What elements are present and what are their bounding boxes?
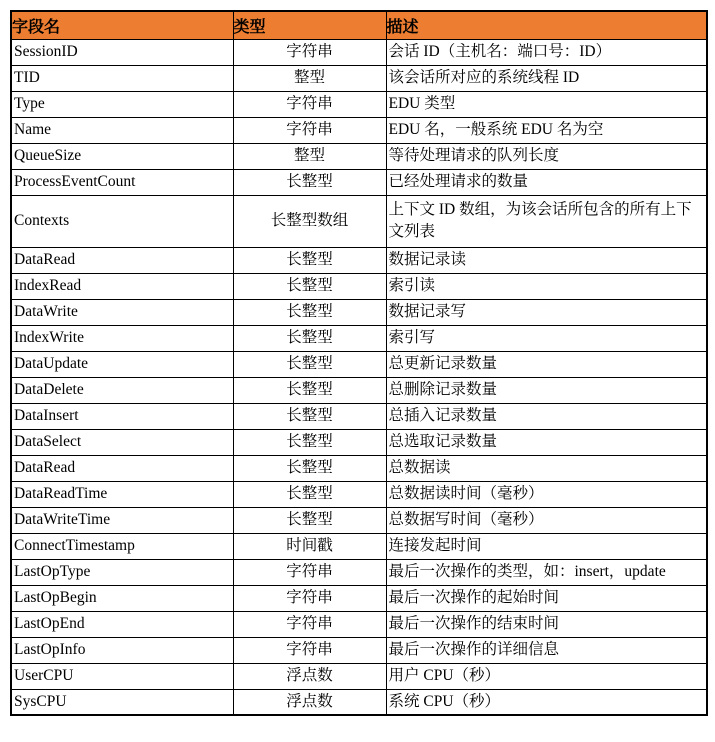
field-name-cell: DataInsert (11, 403, 233, 429)
field-description-table (10, 10, 708, 716)
field-name-cell: LastOpType (11, 559, 233, 585)
table-row (11, 377, 707, 403)
field-desc-cell: 总选取记录数量 (386, 429, 707, 455)
field-name-cell: DataReadTime (11, 481, 233, 507)
table-row (11, 559, 707, 585)
field-desc-cell: 用户 CPU（秒） (386, 663, 707, 689)
field-desc-cell: 上下文 ID 数组，为该会话所包含的所有上下文列表 (386, 195, 707, 247)
field-type-cell: 长整型 (233, 273, 386, 299)
field-type-cell: 整型 (233, 65, 386, 91)
field-desc-cell: 等待处理请求的队列长度 (386, 143, 707, 169)
field-name-cell: DataRead (11, 247, 233, 273)
table-row (11, 455, 707, 481)
field-desc-cell: 总数据读 (386, 455, 707, 481)
field-type-cell: 整型 (233, 143, 386, 169)
table-row (11, 481, 707, 507)
field-name-cell: ConnectTimestamp (11, 533, 233, 559)
table-row (11, 91, 707, 117)
field-desc-cell: 最后一次操作的详细信息 (386, 637, 707, 663)
table-row (11, 247, 707, 273)
field-desc-cell: 总数据写时间（毫秒） (386, 507, 707, 533)
table-row (11, 39, 707, 65)
column-header-description: 描述 (386, 11, 707, 39)
field-type-cell: 长整型 (233, 247, 386, 273)
field-name-cell: IndexWrite (11, 325, 233, 351)
field-name-cell: LastOpEnd (11, 611, 233, 637)
table-row (11, 299, 707, 325)
table-row (11, 585, 707, 611)
table-row (11, 611, 707, 637)
table-row (11, 663, 707, 689)
header-row (11, 11, 707, 39)
field-description-table-container (10, 10, 708, 716)
table-row (11, 325, 707, 351)
field-name-cell: TID (11, 65, 233, 91)
field-name-cell: Contexts (11, 195, 233, 247)
field-desc-cell: 最后一次操作的结束时间 (386, 611, 707, 637)
field-type-cell: 长整型 (233, 299, 386, 325)
field-type-cell: 字符串 (233, 91, 386, 117)
field-type-cell: 浮点数 (233, 663, 386, 689)
table-row (11, 533, 707, 559)
field-type-cell: 长整型 (233, 429, 386, 455)
table-row (11, 273, 707, 299)
field-name-cell: UserCPU (11, 663, 233, 689)
field-name-cell: LastOpInfo (11, 637, 233, 663)
field-desc-cell: 总插入记录数量 (386, 403, 707, 429)
field-desc-cell: 总数据读时间（毫秒） (386, 481, 707, 507)
field-name-cell: DataWrite (11, 299, 233, 325)
field-desc-cell: 数据记录写 (386, 299, 707, 325)
field-desc-cell: 索引读 (386, 273, 707, 299)
field-desc-cell: 最后一次操作的类型，如：insert，update (386, 559, 707, 585)
field-type-cell: 长整型 (233, 169, 386, 195)
field-type-cell: 字符串 (233, 559, 386, 585)
field-name-cell: DataSelect (11, 429, 233, 455)
field-desc-cell: 会话 ID（主机名：端口号：ID） (386, 39, 707, 65)
field-type-cell: 字符串 (233, 117, 386, 143)
field-type-cell: 长整型 (233, 507, 386, 533)
field-name-cell: SessionID (11, 39, 233, 65)
field-type-cell: 字符串 (233, 585, 386, 611)
field-desc-cell: EDU 名，一般系统 EDU 名为空 (386, 117, 707, 143)
table-body (11, 39, 707, 715)
table-row (11, 65, 707, 91)
field-name-cell: QueueSize (11, 143, 233, 169)
field-desc-cell: 已经处理请求的数量 (386, 169, 707, 195)
field-desc-cell: 总删除记录数量 (386, 377, 707, 403)
field-name-cell: Type (11, 91, 233, 117)
field-desc-cell: 该会话所对应的系统线程 ID (386, 65, 707, 91)
field-desc-cell: 总更新记录数量 (386, 351, 707, 377)
column-header-field-name: 字段名 (11, 11, 233, 39)
field-desc-cell: 最后一次操作的起始时间 (386, 585, 707, 611)
field-name-cell: ProcessEventCount (11, 169, 233, 195)
table-row (11, 507, 707, 533)
table-row (11, 195, 707, 247)
field-name-cell: DataUpdate (11, 351, 233, 377)
table-row (11, 169, 707, 195)
field-name-cell: DataRead (11, 455, 233, 481)
field-type-cell: 长整型数组 (233, 195, 386, 247)
field-name-cell: LastOpBegin (11, 585, 233, 611)
field-type-cell: 字符串 (233, 39, 386, 65)
field-type-cell: 时间戳 (233, 533, 386, 559)
field-desc-cell: 数据记录读 (386, 247, 707, 273)
table-row (11, 429, 707, 455)
field-type-cell: 长整型 (233, 403, 386, 429)
field-name-cell: IndexRead (11, 273, 233, 299)
column-header-type: 类型 (233, 11, 386, 39)
field-type-cell: 字符串 (233, 611, 386, 637)
field-type-cell: 浮点数 (233, 689, 386, 715)
field-type-cell: 长整型 (233, 377, 386, 403)
table-row (11, 403, 707, 429)
field-name-cell: DataDelete (11, 377, 233, 403)
field-type-cell: 字符串 (233, 637, 386, 663)
field-desc-cell: 连接发起时间 (386, 533, 707, 559)
table-row (11, 351, 707, 377)
field-desc-cell: EDU 类型 (386, 91, 707, 117)
field-name-cell: Name (11, 117, 233, 143)
field-type-cell: 长整型 (233, 325, 386, 351)
field-desc-cell: 系统 CPU（秒） (386, 689, 707, 715)
field-type-cell: 长整型 (233, 455, 386, 481)
table-row (11, 143, 707, 169)
table-row (11, 117, 707, 143)
field-desc-cell: 索引写 (386, 325, 707, 351)
field-name-cell: DataWriteTime (11, 507, 233, 533)
table-row (11, 689, 707, 715)
field-type-cell: 长整型 (233, 351, 386, 377)
field-name-cell: SysCPU (11, 689, 233, 715)
field-type-cell: 长整型 (233, 481, 386, 507)
table-row (11, 637, 707, 663)
